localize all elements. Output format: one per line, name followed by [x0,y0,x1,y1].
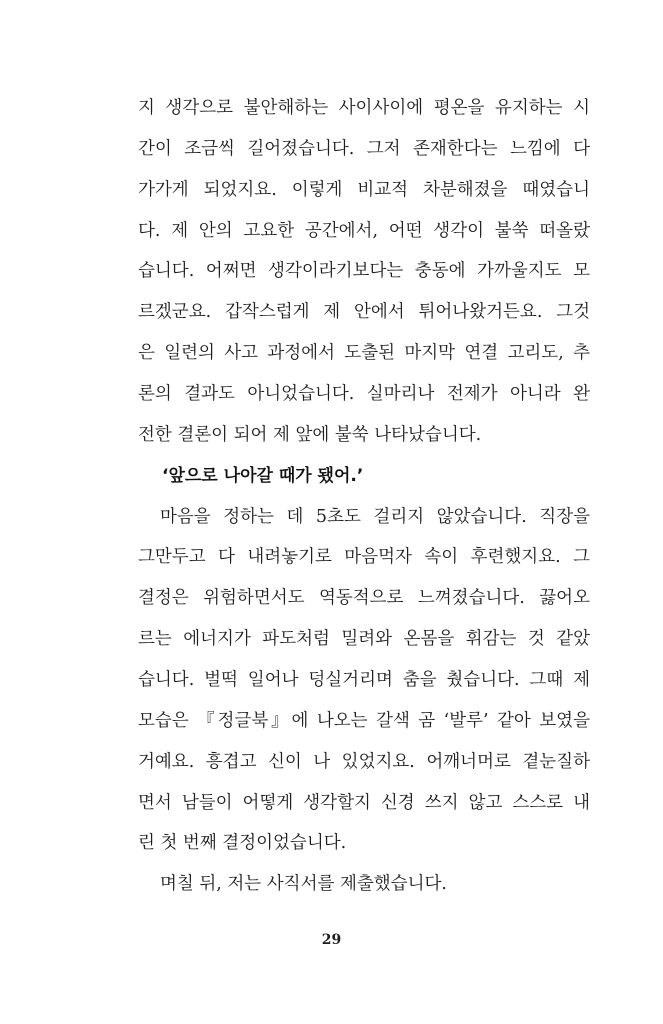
page-number: 29 [321,932,342,948]
body-text-line: 간이 조금씩 길어졌습니다. 그저 존재한다는 느낌에 다 [138,139,590,159]
body-text-line: 린 첫 번째 결정이었습니다. [138,833,347,853]
body-text-line: 가가게 되었지요. 이렇게 비교적 차분해졌을 때였습니 [138,180,590,200]
body-text-line: 르겠군요. 갑작스럽게 제 안에서 튀어나왔거든요. 그것 [138,302,590,322]
body-text-line: 습니다. 벌떡 일어나 덩실거리며 춤을 췄습니다. 그때 제 [138,670,590,690]
body-text-line: 전한 결론이 되어 제 앞에 불쑥 나타났습니다. [138,425,482,445]
body-text-line: 지 생각으로 불안해하는 사이사이에 평온을 유지하는 시 [138,98,590,118]
body-text-line: 다. 제 안의 고요한 공간에서, 어떤 생각이 불쑥 떠올랐 [138,221,590,241]
body-text-line: 습니다. 어쩌면 생각이라기보다는 충동에 가까울지도 모 [138,261,590,281]
body-text-line: 모습은 『정글북』에 나오는 갈색 곰 ‘발루’ 같아 보였을 [138,711,590,731]
quote-line: ‘앞으로 나아갈 때가 됐어.’ [162,466,364,486]
body-text-line: 면서 남들이 어떻게 생각할지 신경 쓰지 않고 스스로 내 [138,793,590,813]
body-text-line: 론의 결과도 아니었습니다. 실마리나 전제가 아니라 완 [138,384,590,404]
body-text-line: 마음을 정하는 데 5초도 걸리지 않았습니다. 직장을 [160,507,590,527]
body-text-line: 르는 에너지가 파도처럼 밀려와 온몸을 휘감는 것 같았 [138,629,590,649]
body-text-line: 그만두고 다 내려놓기로 마음먹자 속이 후련했지요. 그 [138,547,590,567]
body-text-line: 거예요. 흥겹고 신이 나 있었지요. 어깨너머로 곁눈질하 [138,752,590,772]
body-text-line: 은 일련의 사고 과정에서 도출된 마지막 연결 고리도, 추 [138,343,590,363]
body-text-line: 결정은 위험하면서도 역동적으로 느껴졌습니다. 끓어오 [138,588,590,608]
body-text-line: 며칠 뒤, 저는 사직서를 제출했습니다. [160,874,447,894]
